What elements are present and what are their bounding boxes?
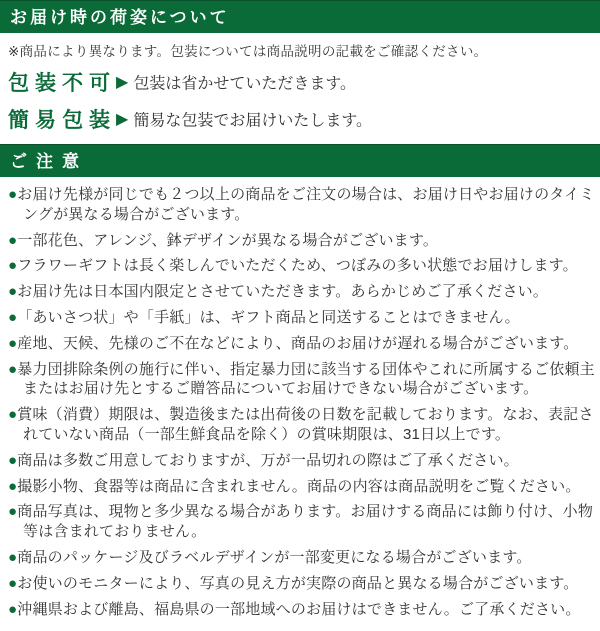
notice-item-text: 一部花色、アレンジ、鉢デザインが異なる場合がございます。: [17, 231, 439, 249]
bullet-icon: ●: [8, 548, 18, 566]
bullet-icon: ●: [8, 406, 18, 424]
notice-item-text: 賞味（消費）期限は、製造後または出荷後の日数を記載しております。なお、表記されていない商品（一部生鮮食品を除く）の賞味期限は、31日以上です。: [17, 406, 594, 443]
packaging-section-header: [0, 0, 600, 33]
notice-item-text: お使いのモニターにより、写真の見え方が実際の商品と異なる場合がございます。: [17, 574, 579, 592]
bullet-icon: ●: [8, 360, 18, 378]
notice-item-text: お届け先は日本国内限定とさせていただきます。あらかじめご了承ください。: [17, 283, 549, 301]
notice-item: [8, 256, 596, 276]
arrow-right-icon: ▶: [116, 111, 129, 128]
notice-item-text: お届け先様が同じでも２つ以上の商品をご注文の場合は、お届け日やお届けのタイミングが異なる場合がございます。: [17, 186, 595, 223]
notice-item-text: フラワーギフトは長く楽しんでいただくため、つぼみの多い状態でお届けします。: [17, 257, 578, 275]
notice-item: [8, 334, 596, 354]
packaging-section-body: [0, 33, 600, 144]
packaging-section: [0, 0, 600, 144]
notice-item: [8, 405, 596, 445]
packaging-option-simple-wrap: [8, 104, 592, 134]
notice-item: [8, 282, 596, 302]
bullet-icon: ●: [8, 451, 18, 469]
notice-section-title: ご注意: [10, 152, 88, 171]
notice-list: [0, 177, 600, 631]
packaging-section-title: お届け時の荷姿について: [10, 8, 230, 27]
notice-item-text: 商品は多数ご用意しておりますが、万が一品切れの際はご了承ください。: [17, 451, 519, 469]
notice-item: [8, 308, 596, 328]
bullet-icon: ●: [8, 503, 18, 521]
packaging-option-description: 包装は省かせていただきます。: [133, 75, 357, 93]
notice-item: [8, 451, 596, 471]
notice-item: [8, 231, 596, 251]
notice-section: [0, 144, 600, 631]
notice-item-text: 暴力団排除条例の施行に伴い、指定暴力団に該当する団体やこれに所属するご依頼主またはお届け先とするご贈答品についてお届けできない場合がございます。: [17, 360, 595, 398]
notice-item-text: 撮影小物、食器等は商品に含まれません。商品の内容は商品説明をご覧ください。: [17, 477, 581, 495]
notice-item-text: 産地、天候、先様のご不在などにより、商品のお届けが遅れる場合がございます。: [17, 334, 579, 352]
packaging-note: ※商品により異なります。包装については商品説明の記載をご確認ください。: [8, 44, 488, 59]
notice-item: [8, 600, 596, 620]
notice-item: [8, 360, 596, 400]
arrow-right-icon: ▶: [116, 74, 129, 91]
notice-section-header: [0, 144, 600, 177]
bullet-icon: ●: [8, 477, 18, 495]
bullet-icon: ●: [8, 283, 18, 301]
bullet-icon: ●: [8, 257, 18, 275]
notice-item-text: 沖縄県および離島、福島県の一部地域へのお届けはできません。ご了承ください。: [17, 600, 581, 618]
packaging-option-no-wrap: [8, 67, 592, 97]
notice-item: [8, 185, 596, 225]
notice-item: [8, 477, 596, 497]
notice-item-text: 商品のパッケージ及びラベルデザインが一部変更になる場合がございます。: [17, 548, 532, 566]
packaging-option-description: 簡易な包装でお届けいたします。: [133, 112, 373, 130]
notice-item-text: 商品写真は、現物と多少異なる場合があります。お届けする商品には飾り付け、小物等は含まれておりません。: [17, 503, 594, 541]
bullet-icon: ●: [8, 600, 18, 618]
packaging-option-label: 包装不可: [8, 72, 116, 95]
bullet-icon: ●: [8, 308, 18, 326]
notice-item-text: 「あいさつ状」や「手紙」は、ギフト商品と同送することはできません。: [17, 308, 520, 326]
notice-item: [8, 548, 596, 568]
packaging-option-label: 簡易包装: [8, 109, 116, 132]
bullet-icon: ●: [8, 186, 18, 203]
notice-item: [8, 574, 596, 594]
bullet-icon: ●: [8, 231, 18, 249]
bullet-icon: ●: [8, 334, 18, 352]
notice-item: [8, 502, 596, 542]
bullet-icon: ●: [8, 574, 18, 592]
